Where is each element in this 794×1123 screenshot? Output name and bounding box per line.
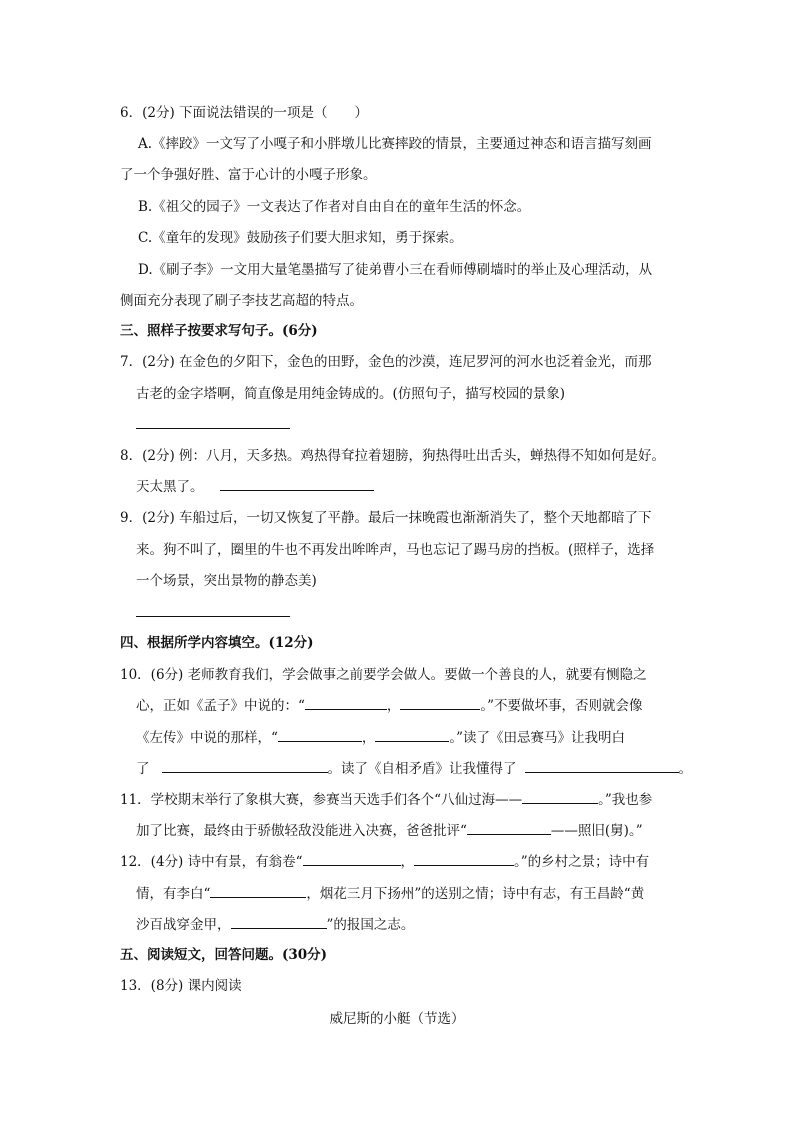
q6-stem: 6．(2分) 下面说法错误的一项是（ ） [120,105,369,121]
q12-text: 沙百战穿金甲， [136,917,231,933]
passage-title: 威尼斯的小艇（节选） [329,1011,465,1027]
q10-line4 [136,759,692,779]
q6-option-d-line1: D.《刷子李》一文用大量笔墨描写了徒弟曹小三在看师傅刷墙时的举止及心理活动，从 [138,262,653,278]
q11-blank-1[interactable] [522,790,598,804]
q11-text: ——照旧(舅)。” [550,823,643,839]
q10-text: 《左传》中说的那样，“ [136,730,278,746]
q11-text: 。”我也参 [598,792,653,808]
q9-line1: 9．(2分) 车船过后，一切又恢复了平静。最后一抹晚霞也渐渐消失了，整个天地都暗了下 [120,510,652,526]
q10-text: 心，正如《孟子》中说的：“ [136,698,305,714]
q9-answer-blank[interactable] [136,603,290,623]
q10-text: 。读了《自相矛盾》让我懂得了 [327,761,517,777]
q6-option-d-line2: 侧面充分表现了刷子李技艺高超的特点。 [120,293,363,309]
q8-line2 [136,477,374,497]
q7-answer-blank[interactable] [136,415,290,435]
q6-option-c: C.《童年的发现》鼓励孩子们要大胆求知，勇于探索。 [138,230,463,246]
q12-text: 情，有李白“ [136,886,211,902]
q12-line3 [136,915,414,935]
q10-line3 [136,728,625,748]
section-5-title: 五、阅读短文，回答问题。(30分) [120,947,328,963]
q10-line1: 10．(6分) 老师教育我们，学会做事之前要学会做人。要做一个善良的人，就要有恻隐之 [120,667,647,683]
q8-line1: 8．(2分) 例：八月，天多热。鸡热得耷拉着翅膀，狗热得吐出舌头，蝉热得不知如何是好。 [120,448,666,464]
q12-text: ，烟花三月下扬州”的送别之情；诗中有志，有王昌龄“黄 [306,886,645,902]
q10-text: 。 [678,761,692,777]
q12-text: ”的报国之志。 [326,917,415,933]
q10-text: 。”读了《田忌赛马》让我明白 [449,730,626,746]
q7-line2: 古老的金字塔啊，简直像是用纯金铸成的。(仿照句子，描写校园的景象) [136,386,566,402]
q11-blank-2[interactable] [467,821,551,835]
q6-option-a-line2: 了一个争强好胜、富于心计的小嘎子形象。 [120,167,377,183]
q11-line1 [120,790,652,810]
q10-text: ， [361,730,376,746]
q10-blank-3[interactable] [278,728,362,742]
q11-text: 11．学校期末举行了象棋大赛，参赛当天选手们各个“八仙过海—— [120,792,523,808]
q9-line3: 一个场景，突出景物的静态美) [136,573,317,589]
q10-blank-6[interactable] [525,759,679,773]
q10-text: 。”不要做坏事，否则就会像 [480,698,643,714]
q10-blank-1[interactable] [305,696,387,710]
q11-line2 [136,821,643,841]
q12-text: 。”的乡村之景；诗中有 [514,854,650,870]
section-4-title: 四、根据所学内容填空。(12分) [120,635,314,651]
q7-line1: 7．(2分) 在金色的夕阳下，金色的田野，金色的沙漠，连尼罗河的河水也泛着金光，而那 [120,354,652,370]
q9-line2: 来。狗不叫了，圈里的牛也不再发出哞哞声，马也忘记了踢马房的挡板。(照样子，选择 [136,542,655,558]
q12-line2 [136,884,644,904]
q8-example-text: 天太黑了。 [136,479,204,495]
q8-answer-blank[interactable] [220,477,374,491]
q11-text: 加了比赛，最终由于骄傲轻敌没能进入决赛，爸爸批评“ [136,823,467,839]
section-3-title: 三、照样子按要求写句子。(6分) [120,323,318,339]
q10-blank-2[interactable] [400,696,480,710]
q10-line2 [136,696,643,716]
q12-blank-1[interactable] [303,852,401,866]
q12-line1 [120,852,649,872]
q13-line1: 13．(8分) 课内阅读 [120,978,242,994]
q12-text: ， [400,854,414,870]
q12-blank-3[interactable] [210,884,306,898]
q10-text: 了 [136,761,150,777]
q10-text: ， [386,698,401,714]
q6-option-a-line1: A.《摔跤》一文写了小嘎子和小胖墩儿比赛摔跤的情景，主要通过神态和语言描写刻画 [138,136,652,152]
q12-text: 12．(4分) 诗中有景，有翁卷“ [120,854,303,870]
q10-blank-4[interactable] [375,728,449,742]
q12-blank-2[interactable] [414,852,514,866]
q10-blank-5[interactable] [162,759,328,773]
q6-option-b: B.《祖父的园子》一文表达了作者对自由自在的童年生活的怀念。 [138,199,531,215]
q12-blank-4[interactable] [231,915,327,929]
